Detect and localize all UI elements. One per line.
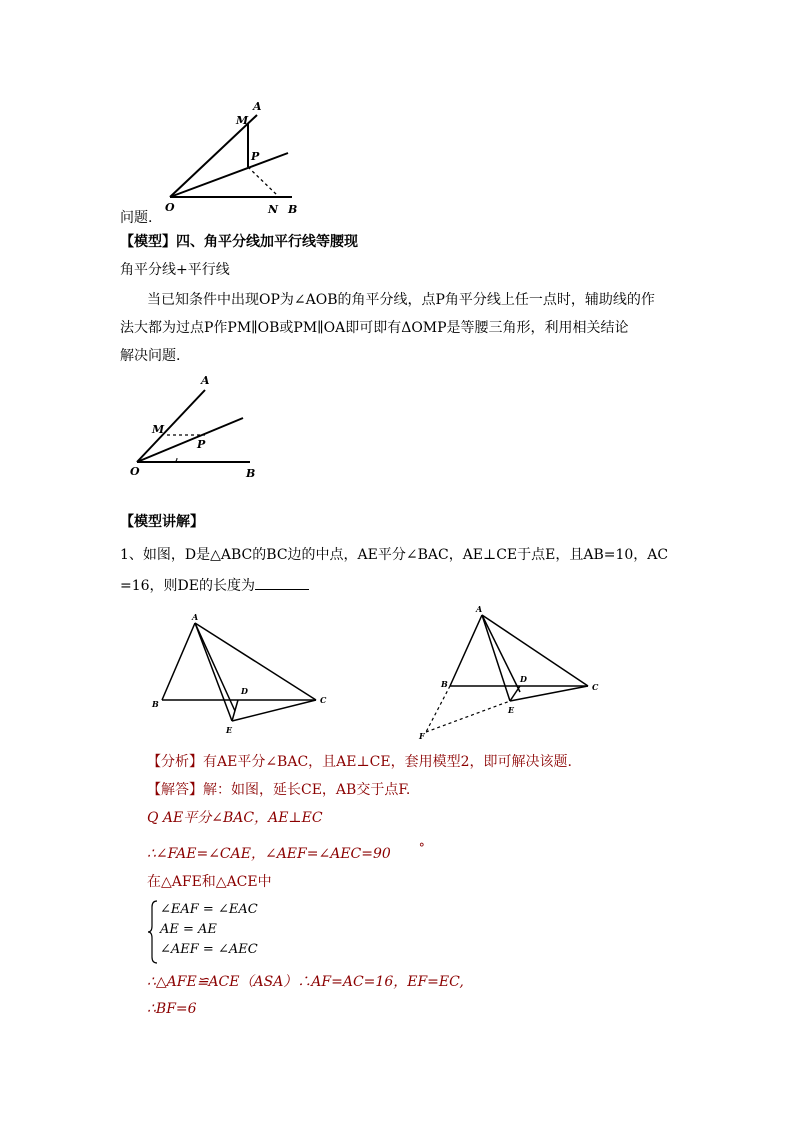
fig3-label-A: A (192, 612, 199, 622)
degree-symbol: ° (418, 841, 425, 855)
fig1-label-A: A (253, 100, 262, 113)
problem-line-1: 1、如图，D是△ABC的BC边的中点，AE平分∠BAC，AE⊥CE于点E，且AB=10，AC (120, 547, 669, 563)
fig3-label-D: D (241, 686, 248, 696)
fig2-label-M: M (152, 423, 165, 436)
fig1-label-O: O (165, 201, 175, 214)
fig2-label-B: B (246, 467, 256, 480)
fig3-label-E: E (226, 725, 233, 735)
figure-angle-bisector-perpendicular (150, 95, 320, 220)
figure-angle-bisector-parallel (125, 370, 265, 480)
model-subtitle: 角平分线+平行线 (120, 262, 230, 278)
problem-line-2: =16，则DE的长度为 (120, 578, 255, 594)
answer-blank (255, 575, 309, 590)
solution-step-1: Q AE平分∠BAC，AE⊥EC (147, 810, 323, 826)
solution-answer-intro: 【解答】解：如图，延长CE，AB交于点F. (147, 782, 411, 798)
solution-step-5: ∴BF=6 (147, 1001, 197, 1017)
explain-heading: 【模型讲解】 (120, 514, 204, 530)
problem-line-2-row (120, 575, 309, 596)
fig4-label-A: A (476, 604, 483, 614)
solution-step-4: ∴△AFE≌ACE（ASA）∴AF=AC=16，EF=EC, (147, 974, 464, 990)
fig4-label-C: C (592, 682, 599, 692)
fig1-label-P: P (251, 150, 260, 163)
model-paragraph-line-2: 法大都为过点P作PM∥OB或PM∥OA即可即有ΔOMP是等腰三角形，利用相关结论 (120, 320, 629, 336)
fig1-label-N: N (268, 203, 279, 216)
fig2-label-O: O (130, 465, 140, 478)
fig3-label-C: C (320, 695, 327, 705)
fig4-label-B: B (441, 679, 448, 689)
solution-step-2: ∴∠FAE=∠CAE，∠AEF=∠AEC=90 (147, 846, 391, 862)
model-heading: 【模型】四、角平分线加平行线等腰现 (120, 234, 358, 250)
fig1-label-M: M (236, 114, 249, 127)
brace-line-2: AE = AE (160, 922, 217, 937)
brace-line-1: ∠EAF = ∠EAC (160, 902, 258, 917)
fig1-label-B: B (288, 203, 298, 216)
solution-step-2-row (147, 838, 425, 864)
fig3-label-B: B (152, 699, 159, 709)
solution-step-3: 在△AFE和△ACE中 (147, 874, 272, 890)
fig2-label-A: A (201, 374, 210, 387)
fig4-label-D: D (520, 674, 527, 684)
left-brace (147, 899, 159, 965)
fig4-label-F: F (419, 731, 425, 741)
model-paragraph-line-1: 当已知条件中出现OP为∠AOB的角平分线，点P角平分线上任一点时，辅助线的作 (147, 292, 655, 308)
brace-line-3: ∠AEF = ∠AEC (160, 942, 258, 957)
fig4-label-E: E (508, 705, 515, 715)
fig2-label-P: P (197, 438, 206, 451)
solution-analysis: 【分析】有AE平分∠BAC，且AE⊥CE，套用模型2，即可解决该题. (147, 754, 572, 770)
figure-triangle-abc (150, 608, 340, 728)
model-paragraph-line-3: 解决问题. (120, 348, 181, 364)
figure-triangle-abc-extended (410, 600, 610, 740)
problem-text-fragment: 问题. (120, 210, 153, 226)
